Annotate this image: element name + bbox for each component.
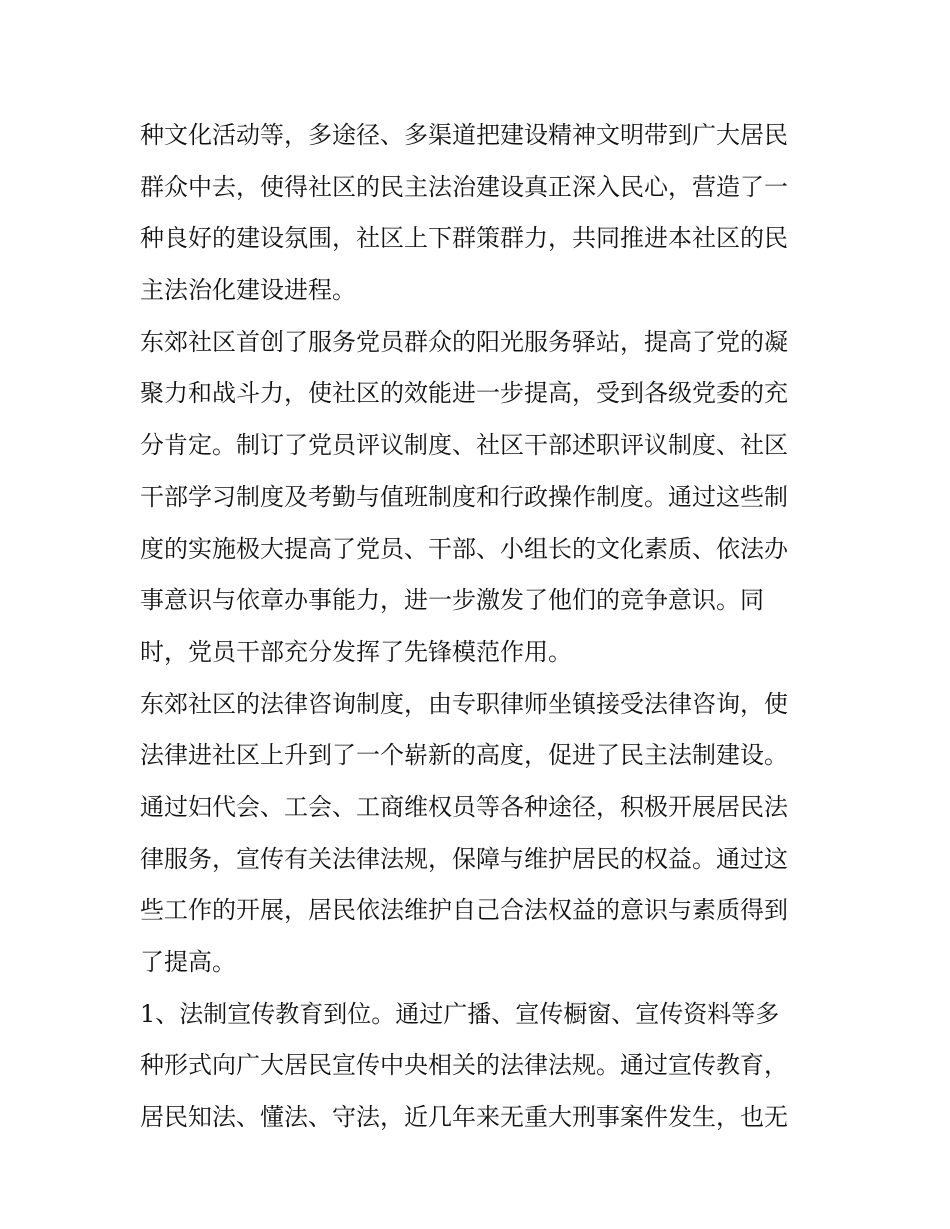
text-line: 东郊社区的法律咨询制度，由专职律师坐镇接受法律咨询，使 [140,689,788,718]
text-line: 度的实施极大提高了党员、干部、小组长的文化素质、依法办 [140,534,788,563]
text-line: 法律进社区上升到了一个崭新的高度，促进了民主法制建设。 [140,741,788,770]
text-line: 东郊社区首创了服务党员群众的阳光服务驿站，提高了党的凝 [140,327,788,356]
text-line: 些工作的开展，居民依法维护自己合法权益的意识与素质得到 [140,896,788,925]
text-line: 群众中去，使得社区的民主法治建设真正深入民心，营造了一 [140,172,788,201]
text-line: 1、法制宣传教育到位。通过广播、宣传橱窗、宣传资料等多 [140,999,780,1028]
document-body [140,110,820,1144]
text-line: 通过妇代会、工会、工商维权员等各种途径，积极开展居民法 [140,792,788,821]
text-line: 事意识与依章办事能力，进一步激发了他们的竞争意识。同 [140,586,764,615]
text-line: 了提高。 [140,948,236,976]
text-line: 聚力和战斗力，使社区的效能进一步提高，受到各级党委的充 [140,379,788,408]
text-line: 时，党员干部充分发挥了先锋模范作用。 [140,637,572,666]
text-line: 分肯定。制订了党员评议制度、社区干部述职评议制度、社区 [140,431,788,460]
text-line: 种良好的建设氛围，社区上下群策群力，共同推进本社区的民 [140,224,788,253]
text-line: 律服务，宣传有关法律法规，保障与维护居民的权益。通过这 [140,844,788,873]
text-line: 种文化活动等，多途径、多渠道把建设精神文明带到广大居民 [140,121,788,149]
text-line: 主法治化建设进程。 [140,276,356,305]
text-line: 种形式向广大居民宣传中央相关的法律法规。通过宣传教育， [140,1051,788,1080]
text-line: 居民知法、懂法、守法，近几年来无重大刑事案件发生，也无 [140,1103,788,1132]
text-line: 干部学习制度及考勤与值班制度和行政操作制度。通过这些制 [140,482,788,511]
